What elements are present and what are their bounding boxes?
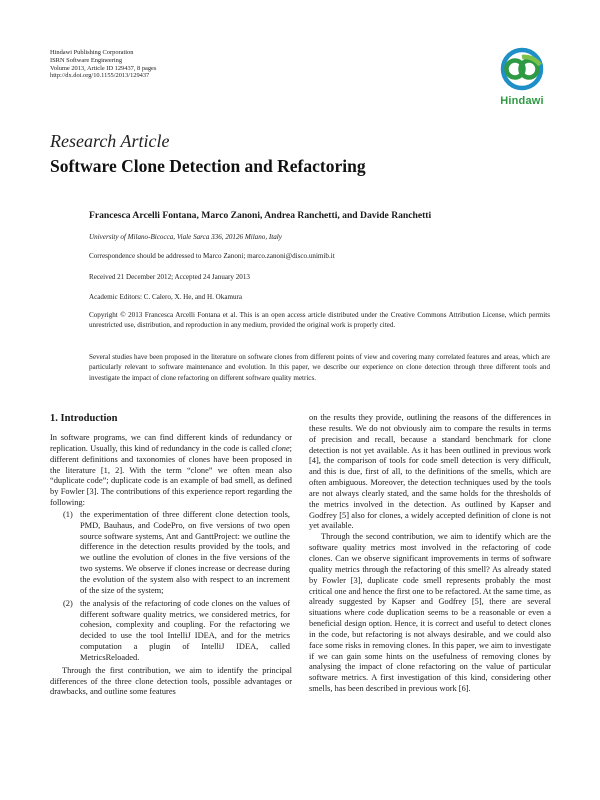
contribution-list (50, 510, 292, 664)
article-title: Software Clone Detection and Refactoring (50, 156, 366, 176)
left-column (50, 433, 292, 698)
intro-p1-text-b: ; different definitions and taxonomies of clones have been proposed in the literature [1, 2]. With the term “clone” we often mean also “duplicate code”; duplicate code is an example of bad smell, as defined by Fowler [3]. The contributions of this experience report regarding the following: (50, 443, 292, 508)
intro-paragraph-3: on the results they provide, outlining the reasons of the differences in these results. We do not obviously aim to compare the results in terms of precision and recall, because a standard benchmark for clone detection is not yet available. As it has been outlined in previous work [4], the comparison of tools for code smell detection is very difficult, and this is due, first of all, to the definitions of the smells, which are often ambiguous. Moreover, the detection techniques used by the tools are not always clearly stated, and the same holds for the thresholds of the metrics involved in the detection. As outlined by Kapser and Godfrey [5] also for clones, a widely accepted definition of clone is not yet available. (309, 413, 551, 531)
intro-p1-emphasis: clone (271, 443, 290, 453)
journal-name: ISRN Software Engineering (50, 56, 123, 64)
right-column (309, 413, 551, 695)
academic-editors: Academic Editors: C. Calero, X. He, and H. Okamura (89, 293, 243, 301)
intro-paragraph-1 (50, 433, 292, 509)
affiliation: University of Milano-Bicocca, Viale Sarca 336, 20126 Milano, Italy (89, 233, 282, 241)
received-accepted-dates: Received 21 December 2012; Accepted 24 January 2013 (89, 273, 250, 281)
publication-info (50, 49, 156, 80)
intro-paragraph-2: Through the first contribution, we aim to identify the principal differences of the three clone detection tools, possible advantages or drawbacks, and outline some features (50, 665, 292, 697)
article-type: Research Article (50, 131, 170, 151)
list-item-number: (2) (63, 598, 73, 608)
publisher-name: Hindawi Publishing Corporation (50, 49, 134, 56)
list-item (50, 599, 292, 664)
list-item (50, 510, 292, 597)
section-heading-introduction: 1. Introduction (50, 413, 118, 424)
list-item-text: the analysis of the refactoring of code clones on the values of different software quality metrics, we considered metrics, for cohesion, complexity and coupling. For the refactoring we decided to use the tool IntelliJ IDEA, and for the metrics computation a plugin of IntelliJ IDEA, called MetricsReloaded. (80, 598, 290, 662)
volume-info: Volume 2013, Article ID 129437, 8 pages (50, 64, 157, 72)
hindawi-logo-icon (499, 47, 545, 91)
list-item-number: (1) (63, 509, 73, 519)
doi-link[interactable]: http://dx.doi.org/10.1155/2013/129437 (50, 72, 150, 80)
list-item-text: the experimentation of three different clone detection tools, PMD, Bauhaus, and CodePro, on five versions of two open source software systems, Ant and GanttProject: we outline the difference in the detection results provided by the tools, and we outline the evolution of clones in the five versions of the two systems. We observe if clones increase or decrease during the evolution of the system also with respect to an increment of the size of the system; (80, 509, 290, 595)
correspondence: Correspondence should be addressed to Marco Zanoni; marco.zanoni@disco.unimib.it (89, 252, 335, 260)
intro-p1-text-a: In software programs, we can find different kinds of redundancy or replication. Usually, this kind of redundancy in the code is called (50, 433, 292, 453)
author-list: Francesca Arcelli Fontana, Marco Zanoni, Andrea Ranchetti, and Davide Ranchetti (89, 210, 432, 221)
intro-paragraph-4: Through the second contribution, we aim to identify which are the software quality metrics most involved in the refactoring of code clones. Can we observe significant improvements in terms of software quality metrics through the refactoring of this smell? As already stated by Fowler [3], duplicate code smell represents probably the most critical one and hence the first one to be refactored. At the same time, as already suggested by Kapser and Godfrey [5], there are several situations where code duplication seems to be a reasonable or even a beneficial design option. Hence, it is correct and useful to detect clones in the code, but refactoring is not always desirable, and we could also face some risks in removing clones. In this paper, we aim to investigate if we can gain some hints on the usefulness of removing clones by analysing the impact of clone refactoring on the value of particular software metrics. A first investigation of this kind, considering other smells, has been described in previous work [6]. (309, 532, 551, 694)
publisher-logo (494, 47, 550, 109)
logo-text: Hindawi (500, 95, 544, 107)
copyright-notice: Copyright © 2013 Francesca Arcelli Fontana et al. This is an open access article distributed under the Creative Commons Attribution License, which permits unrestricted use, distribution, and reproduction in any medium, provided the original work is properly cited. (89, 311, 550, 330)
abstract: Several studies have been proposed in the literature on software clones from different points of view and covering many correlated features and areas, which are particularly relevant to software maintenance and evolution. In this paper, we describe our experience on clone detection through three different tools and investigate the impact of clone refactoring on different software quality metrics. (89, 353, 550, 382)
